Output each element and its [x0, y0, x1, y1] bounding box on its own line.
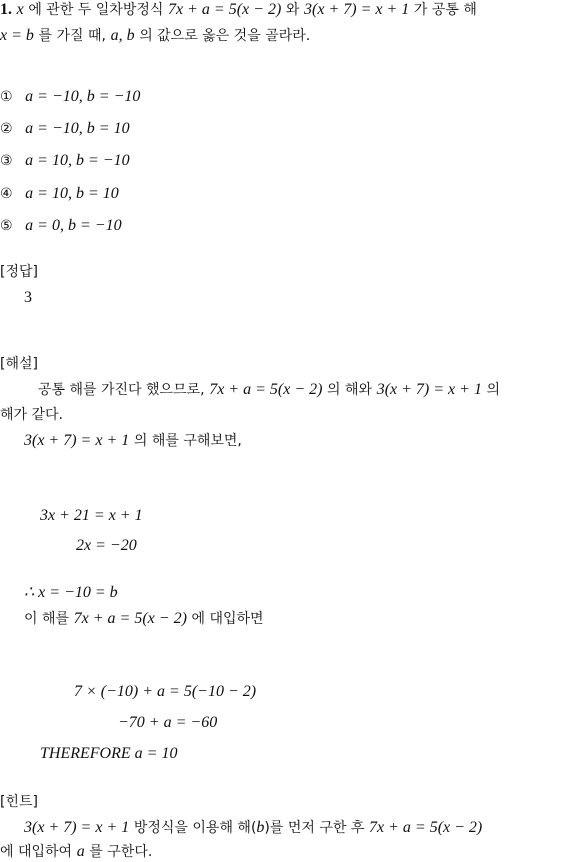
option-marker: ②: [0, 121, 13, 137]
equation-step-1: 3x + 21 = x + 1: [40, 507, 143, 524]
therefore-line-1: ∴ x = −10 = b: [24, 584, 118, 601]
equation: 3(x + 7) = x + 1: [304, 1, 410, 18]
option-marker: ①: [0, 89, 13, 105]
hint-text: 방정식을 이용해 해(: [133, 820, 257, 836]
hint-line-1: [24, 818, 482, 838]
question-number: 1.: [0, 1, 12, 18]
option-3[interactable]: [0, 151, 130, 171]
explanation-text: 의 해와: [327, 382, 373, 398]
equation: 7x + a = 5(x − 2): [209, 381, 323, 398]
explanation-text: 해가 같다.: [0, 407, 63, 423]
option-marker: ④: [0, 186, 13, 202]
math-variable: a: [76, 843, 85, 860]
option-marker: ③: [0, 153, 13, 169]
explanation-text: 공통 해를 가진다 했으므로,: [38, 382, 205, 398]
option-1[interactable]: [0, 87, 140, 107]
question-text: 의 값으로 옳은 것을 골라라.: [139, 28, 311, 44]
option-text: a = 10, b = 10: [25, 185, 119, 202]
equation: 7x + a = 5(x − 2): [168, 1, 282, 18]
explanation-paragraph-1: [38, 380, 500, 400]
equation: 3(x + 7) = x + 1: [24, 819, 130, 836]
equation: 7x + a = 5(x − 2): [369, 819, 483, 836]
question-text: 가 공통 해: [413, 2, 477, 18]
hint-text: )를 먼저 구한 후: [264, 820, 365, 836]
option-2[interactable]: [0, 119, 130, 139]
explanation-label: [해설]: [0, 356, 38, 372]
question-line-1: [0, 0, 477, 20]
option-text: a = 10, b = −10: [25, 152, 130, 169]
question-text: 를 가질 때,: [38, 28, 106, 44]
option-text: a = 0, b = −10: [25, 217, 122, 234]
hint-line-2: [0, 842, 152, 862]
option-4[interactable]: [0, 184, 119, 204]
explanation-text: 에 대입하면: [191, 611, 264, 627]
equation: 7x + a = 5(x − 2): [73, 610, 187, 627]
equation: 3(x + 7) = x + 1: [24, 432, 130, 449]
explanation-paragraph-3: [24, 609, 264, 629]
option-marker: ⑤: [0, 218, 13, 234]
explanation-text: 의: [486, 382, 501, 398]
hint-label: [힌트]: [0, 794, 38, 810]
equation: 3(x + 7) = x + 1: [376, 381, 482, 398]
question-line-2: [0, 26, 310, 46]
equation-step-4: −70 + a = −60: [118, 714, 218, 731]
explanation-paragraph-2: [24, 431, 242, 451]
question-text: 와: [285, 2, 300, 18]
equation-step-3: 7 × (−10) + a = 5(−10 − 2): [74, 683, 257, 700]
answer-label: [정답]: [0, 264, 38, 280]
therefore-line-2: THEREFORE a = 10: [40, 745, 178, 762]
option-5[interactable]: [0, 216, 122, 236]
answer-value: 3: [24, 289, 32, 306]
equation-step-2: 2x = −20: [76, 537, 137, 554]
hint-text: 에 대입하여: [0, 844, 73, 860]
option-text: a = −10, b = 10: [25, 120, 130, 137]
math-variables: a, b: [110, 27, 135, 44]
option-text: a = −10, b = −10: [25, 88, 141, 105]
math-variable: b: [256, 819, 265, 836]
explanation-text: 의 해를 구해보면,: [133, 433, 242, 449]
equation: x = b: [0, 27, 34, 44]
explanation-text: 이 해를: [24, 611, 70, 627]
math-variable: x: [16, 1, 24, 18]
question-text: 에 관한 두 일차방정식: [28, 2, 164, 18]
hint-text: 를 구한다.: [89, 844, 153, 860]
